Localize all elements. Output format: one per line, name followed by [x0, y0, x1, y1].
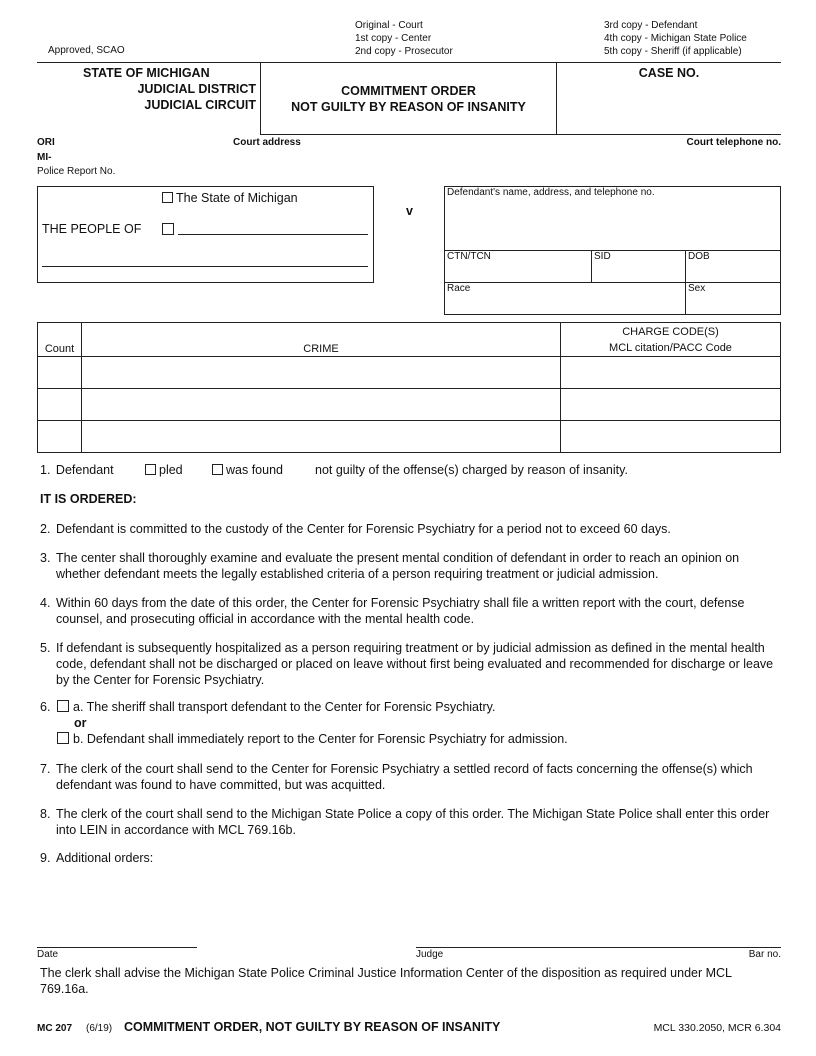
code-header-2: MCL citation/PACC Code	[609, 342, 732, 354]
count-header: Count	[38, 323, 82, 357]
finding-defendant: Defendant	[55, 463, 114, 477]
item-text: If defendant is subsequently hospitalized as a person requiring treatment or by judicial admission as defined in the mental health code, defendant shall not be discharged or placed on leave without first being evaluated and recommended for discharge or leave by the Center for Forensic Psychiatry.	[56, 641, 774, 687]
dob-label: DOB	[688, 251, 710, 262]
table-row[interactable]	[38, 357, 781, 389]
checkbox-6a[interactable]	[57, 700, 69, 712]
copy-line: 2nd copy - Prosecutor	[355, 46, 453, 57]
code-cell[interactable]	[561, 421, 781, 453]
ctn-label: CTN/TCN	[447, 251, 491, 262]
court-circuit: JUDICIAL CIRCUIT	[144, 98, 256, 112]
crime-header: CRIME	[82, 323, 561, 357]
checkbox-6b[interactable]	[57, 732, 69, 744]
crime-table	[37, 322, 781, 453]
footer-title: COMMITMENT ORDER, NOT GUILTY BY REASON OF INSANITY	[124, 1020, 501, 1034]
finding-rest: not guilty of the offense(s) charged by reason of insanity.	[315, 463, 628, 477]
ordered-heading: IT IS ORDERED:	[40, 492, 137, 506]
order-item	[40, 640, 782, 688]
checkbox-state[interactable]	[162, 192, 173, 203]
count-cell[interactable]	[38, 357, 82, 389]
item-text: Within 60 days from the date of this order, the Center for Forensic Psychiatry shall file a written report with the court, defense counsel, and prosecuting official in accordance with the mental health code.	[56, 596, 745, 626]
state-option-label: The State of Michigan	[176, 191, 298, 205]
item-text: Defendant is committed to the custody of the Center for Forensic Psychiatry for a period not to exceed 60 days.	[56, 522, 671, 536]
code-header	[561, 323, 781, 357]
item-text: The clerk of the court shall send to the Center for Forensic Psychiatry a settled record of facts concerning the offense(s) which defendant was found to have committed, but was acquitted.	[56, 762, 753, 792]
table-row[interactable]	[38, 421, 781, 453]
judge-label: Judge	[416, 949, 444, 960]
versus: v	[406, 204, 413, 218]
order-item	[40, 761, 782, 793]
footer-cite: MCL 330.2050, MCR 6.304	[653, 1022, 781, 1034]
item-num: 8.	[40, 807, 51, 821]
code-cell[interactable]	[561, 389, 781, 421]
item6-b: b. Defendant shall immediately report to the Center for Forensic Psychiatry for admission.	[73, 732, 568, 746]
copy-line: Original - Court	[355, 20, 423, 31]
copies-left	[355, 19, 453, 58]
item-num: 2.	[40, 522, 51, 536]
judge-line[interactable]	[416, 947, 781, 948]
found-label: was found	[226, 463, 283, 477]
order-item	[40, 850, 782, 866]
bar-label: Bar no.	[748, 949, 781, 960]
mi-label: MI-	[37, 152, 52, 163]
count-cell[interactable]	[38, 421, 82, 453]
item-text: The center shall thoroughly examine and evaluate the present mental condition of defendant in order to reach an opinion on whether defendant meets the legally established criteria of a person requiring treatment or judicial admission.	[56, 551, 740, 581]
item-num: 7.	[40, 762, 51, 776]
form-number: MC 207	[37, 1023, 73, 1034]
item-num: 5.	[40, 641, 51, 655]
found-option[interactable]	[212, 463, 283, 477]
copy-line: 4th copy - Michigan State Police	[604, 33, 747, 44]
item6-num: 6.	[40, 700, 51, 714]
form-title-1: COMMITMENT ORDER	[341, 84, 476, 98]
people-line[interactable]	[42, 266, 368, 267]
item-text: The clerk of the court shall send to the Michigan State Police a copy of this order. The Michigan State Police shall enter this order into LEIN in accordance with MCL 769.16b.	[56, 807, 770, 837]
item-num: 9.	[40, 851, 51, 865]
form-revision: (6/19)	[86, 1023, 113, 1034]
crime-cell[interactable]	[82, 421, 561, 453]
order-item	[40, 595, 782, 627]
checkbox-found[interactable]	[212, 464, 223, 475]
copy-line: 5th copy - Sheriff (if applicable)	[604, 46, 742, 57]
item-num: 4.	[40, 596, 51, 610]
date-label: Date	[37, 949, 59, 960]
code-cell[interactable]	[561, 357, 781, 389]
table-header	[38, 323, 781, 357]
pled-label: pled	[159, 463, 183, 477]
order-item	[40, 521, 782, 537]
approved-text: Approved, SCAO	[48, 45, 125, 56]
date-line[interactable]	[37, 947, 197, 948]
code-header-1: CHARGE CODE(S)	[622, 326, 719, 338]
other-line[interactable]	[178, 234, 368, 235]
sex-label: Sex	[688, 283, 706, 294]
police-report-label: Police Report No.	[37, 166, 116, 177]
pled-option[interactable]	[145, 463, 183, 477]
item6-or: or	[74, 716, 87, 730]
defendant-label: Defendant's name, address, and telephone no.	[447, 187, 655, 198]
clerk-note: The clerk shall advise the Michigan State Police Criminal Justice Information Center of the disposition as required under MCL 769.16a.	[40, 966, 732, 996]
ori-label: ORI	[37, 137, 55, 148]
state-option[interactable]	[162, 191, 298, 205]
case-no-label: CASE NO.	[638, 66, 700, 80]
people-of-label: THE PEOPLE OF	[42, 222, 142, 236]
copy-line: 3rd copy - Defendant	[604, 20, 698, 31]
finding-num: 1.	[40, 463, 51, 477]
court-address-label: Court address	[233, 137, 301, 148]
item-text: Additional orders:	[56, 851, 154, 865]
order-item	[40, 806, 782, 838]
checkbox-other[interactable]	[162, 223, 174, 235]
race-label: Race	[447, 283, 471, 294]
item6-a: a. The sheriff shall transport defendant to the Center for Forensic Psychiatry.	[73, 700, 496, 714]
court-state: STATE OF MICHIGAN	[83, 66, 210, 80]
order-item	[40, 550, 782, 582]
crime-cell[interactable]	[82, 389, 561, 421]
table-row[interactable]	[38, 389, 781, 421]
court-district: JUDICIAL DISTRICT	[137, 82, 256, 96]
crime-cell[interactable]	[82, 357, 561, 389]
checkbox-pled[interactable]	[145, 464, 156, 475]
copy-line: 1st copy - Center	[355, 33, 432, 44]
item-num: 3.	[40, 551, 51, 565]
form-title-2: NOT GUILTY BY REASON OF INSANITY	[291, 100, 526, 114]
count-cell[interactable]	[38, 389, 82, 421]
sid-label: SID	[594, 251, 611, 262]
copies-right	[604, 19, 747, 58]
court-phone-label: Court telephone no.	[686, 137, 781, 148]
